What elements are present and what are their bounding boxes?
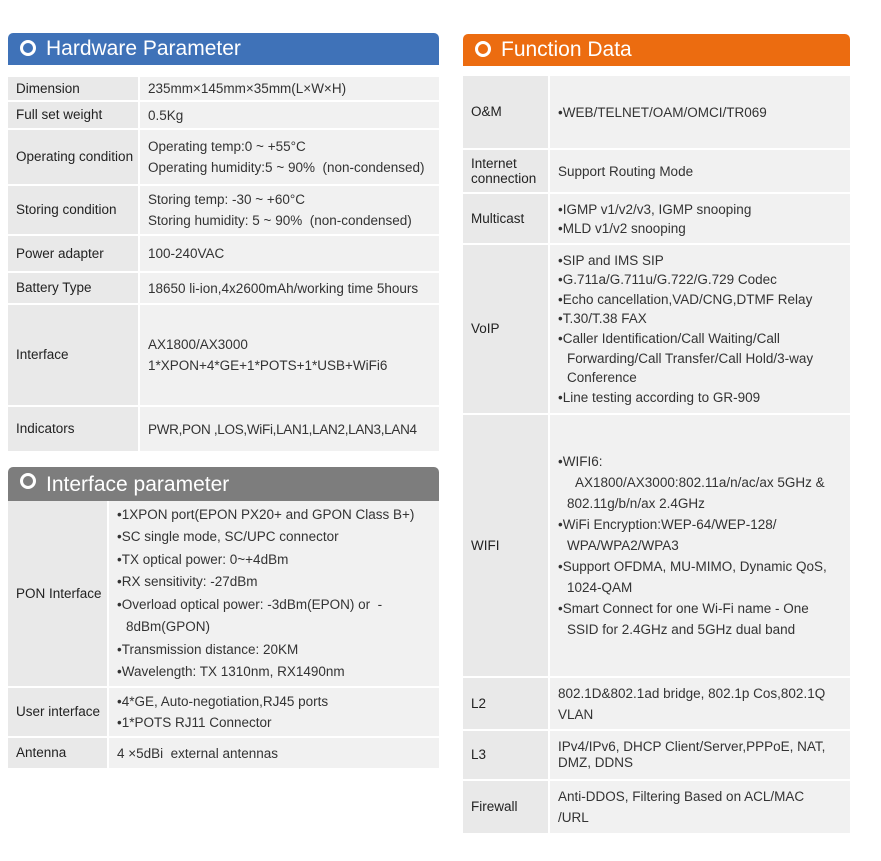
value-line: 4 ×5dBi external antennas [117, 745, 278, 761]
value-line: Operating temp:0 ~ +55°C [148, 139, 306, 154]
row-label: Internet connection [463, 150, 548, 192]
row-label: L3 [463, 731, 548, 779]
bullet-item: • Smart Connect for one Wi-Fi name - One [558, 598, 850, 619]
function-row-wifi [463, 415, 850, 678]
bullet-item: • Support OFDMA, MU-MIMO, Dynamic QoS, [558, 556, 850, 577]
row-value [548, 678, 850, 729]
hardware-row-interface [8, 305, 439, 407]
hardware-row-storing-condition [8, 186, 439, 236]
hardware-parameter-header [8, 33, 439, 65]
hardware-row-indicators [8, 407, 439, 453]
value-line: 100-240VAC [148, 246, 225, 261]
row-value [138, 407, 439, 451]
interface-parameter-title: Interface parameter [46, 473, 230, 496]
bullet-item: • T.30/T.38 FAX [558, 309, 850, 329]
bullet-item: • SIP and IMS SIP [558, 251, 850, 271]
bullet-item: • Wavelength: TX 1310nm, RX1490nm [117, 661, 439, 684]
value-line: Support Routing Mode [558, 163, 694, 179]
row-label: Antenna [8, 738, 107, 768]
row-label: L2 [463, 678, 548, 729]
function-row-internet-connection [463, 150, 850, 194]
bullet-item: • RX sensitivity: -27dBm [117, 571, 439, 594]
bullet-item: • WiFi Encryption:WEP-64/WEP-128/ [558, 514, 850, 535]
hardware-row-battery-type [8, 273, 439, 305]
function-row-voip [463, 245, 850, 415]
row-value [107, 738, 439, 768]
row-label: Operating condition [8, 130, 138, 184]
bullet-item: • WEB/TELNET/OAM/OMCI/TR069 [558, 102, 850, 123]
bullet-item: • Overload optical power: -3dBm(EPON) or - [117, 594, 439, 617]
row-value [138, 186, 439, 234]
bullet-item: • WIFI6: [558, 451, 850, 472]
row-value [548, 731, 850, 779]
hardware-row-operating-condition [8, 130, 439, 186]
row-value [138, 130, 439, 184]
row-label: O&M [463, 76, 548, 148]
row-label: Power adapter [8, 236, 138, 271]
row-label: Firewall [463, 781, 548, 833]
bullet-item: • SC single mode, SC/UPC connector [117, 526, 439, 549]
row-value [138, 305, 439, 405]
row-value [548, 76, 850, 148]
function-row-firewall [463, 781, 850, 835]
continuation-line: Forwarding/Call Transfer/Call Hold/3-way [567, 350, 814, 366]
continuation-line: AX1800/AX3000:802.11a/n/ac/ax 5GHz & [575, 475, 825, 490]
hardware-row-weight [8, 102, 439, 130]
row-label: Battery Type [8, 273, 138, 303]
row-label: Multicast [463, 194, 548, 243]
hardware-row-power-adapter [8, 236, 439, 273]
row-value [548, 150, 850, 192]
ring-icon [20, 40, 36, 56]
value-line: 1*XPON+4*GE+1*POTS+1*USB+WiFi6 [148, 358, 388, 373]
continuation-line: Conference [567, 370, 637, 386]
bullet-item: • 4*GE, Auto-negotiation,RJ45 ports [117, 691, 439, 712]
value-line: VLAN [558, 706, 594, 722]
value-line: 235mm×145mm×35mm(L×W×H) [148, 81, 347, 96]
row-label: Interface [8, 305, 138, 405]
bullet-item: • Echo cancellation,VAD/CNG,DTMF Relay [558, 290, 850, 310]
ring-icon [475, 41, 491, 57]
row-label: VoIP [463, 245, 548, 413]
value-line: Storing humidity: 5 ~ 90% (non-condensed) [148, 213, 412, 228]
value-line: DMZ, DDNS [558, 755, 633, 770]
continuation-line: WPA/WPA2/WPA3 [567, 538, 679, 553]
value-line: Anti-DDOS, Filtering Based on ACL/MAC [558, 789, 805, 804]
row-label: Storing condition [8, 186, 138, 234]
value-line: Operating humidity:5 ~ 90% (non-condensed) [148, 160, 425, 175]
function-data-header [463, 34, 850, 66]
value-line: Storing temp: -30 ~ +60°C [148, 192, 305, 207]
row-value [138, 77, 439, 100]
interface-row-user-interface [8, 688, 439, 738]
bullet-item: • IGMP v1/v2/v3, IGMP snooping [558, 200, 850, 219]
row-value [548, 245, 850, 413]
row-label: Dimension [8, 77, 138, 100]
row-value [138, 236, 439, 271]
hardware-row-dimension [8, 77, 439, 102]
continuation-line: 802.11g/b/n/ax 2.4GHz [567, 496, 705, 511]
bullet-item: • Caller Identification/Call Waiting/Call [558, 329, 850, 349]
bullet-item: • Line testing according to GR-909 [558, 388, 850, 408]
row-value [107, 501, 439, 686]
row-value [548, 194, 850, 243]
value-line: AX1800/AX3000 [148, 337, 248, 352]
row-label: User interface [8, 688, 107, 736]
interface-parameter-table [8, 501, 439, 770]
bullet-item: • 1*POTS RJ11 Connector [117, 712, 439, 733]
bullet-item: • Transmission distance: 20KM [117, 639, 439, 662]
function-row-l3 [463, 731, 850, 781]
value-line: 0.5Kg [148, 107, 184, 123]
bullet-item: • MLD v1/v2 snooping [558, 219, 850, 238]
interface-row-pon [8, 501, 439, 688]
row-label: WIFI [463, 415, 548, 676]
value-line: PWR,PON ,LOS,WiFi,LAN1,LAN2,LAN3,LAN4 [148, 421, 417, 437]
function-row-l2 [463, 678, 850, 731]
bullet-item: • TX optical power: 0~+4dBm [117, 549, 439, 572]
value-line: 802.1D&802.1ad bridge, 802.1p Cos,802.1Q [558, 685, 826, 701]
value-line: 18650 li-ion,4x2600mAh/working time 5hours [148, 280, 419, 296]
row-label: Indicators [8, 407, 138, 451]
interface-row-antenna [8, 738, 439, 770]
row-value [548, 781, 850, 833]
value-line: IPv4/IPv6, DHCP Client/Server,PPPoE, NAT, [558, 739, 826, 754]
row-label: Full set weight [8, 102, 138, 128]
bullet-item: • 1XPON port(EPON PX20+ and GPON Class B+) [117, 504, 439, 527]
function-row-multicast [463, 194, 850, 245]
function-data-table [463, 76, 850, 835]
row-value [548, 415, 850, 676]
value-line: /URL [558, 810, 589, 825]
continuation-line: 8dBm(GPON) [126, 619, 211, 634]
row-value [138, 273, 439, 303]
row-value [107, 688, 439, 736]
hardware-parameter-title: Hardware Parameter [46, 37, 241, 60]
function-row-om [463, 76, 850, 150]
hardware-parameter-table [8, 77, 439, 453]
row-label: PON Interface [8, 501, 107, 686]
ring-icon [20, 473, 36, 489]
interface-parameter-header [8, 467, 439, 501]
row-value [138, 102, 439, 128]
bullet-item: • G.711a/G.711u/G.722/G.729 Codec [558, 270, 850, 290]
function-data-title: Function Data [501, 38, 632, 61]
continuation-line: 1024-QAM [567, 580, 633, 595]
continuation-line: SSID for 2.4GHz and 5GHz dual band [567, 622, 796, 637]
